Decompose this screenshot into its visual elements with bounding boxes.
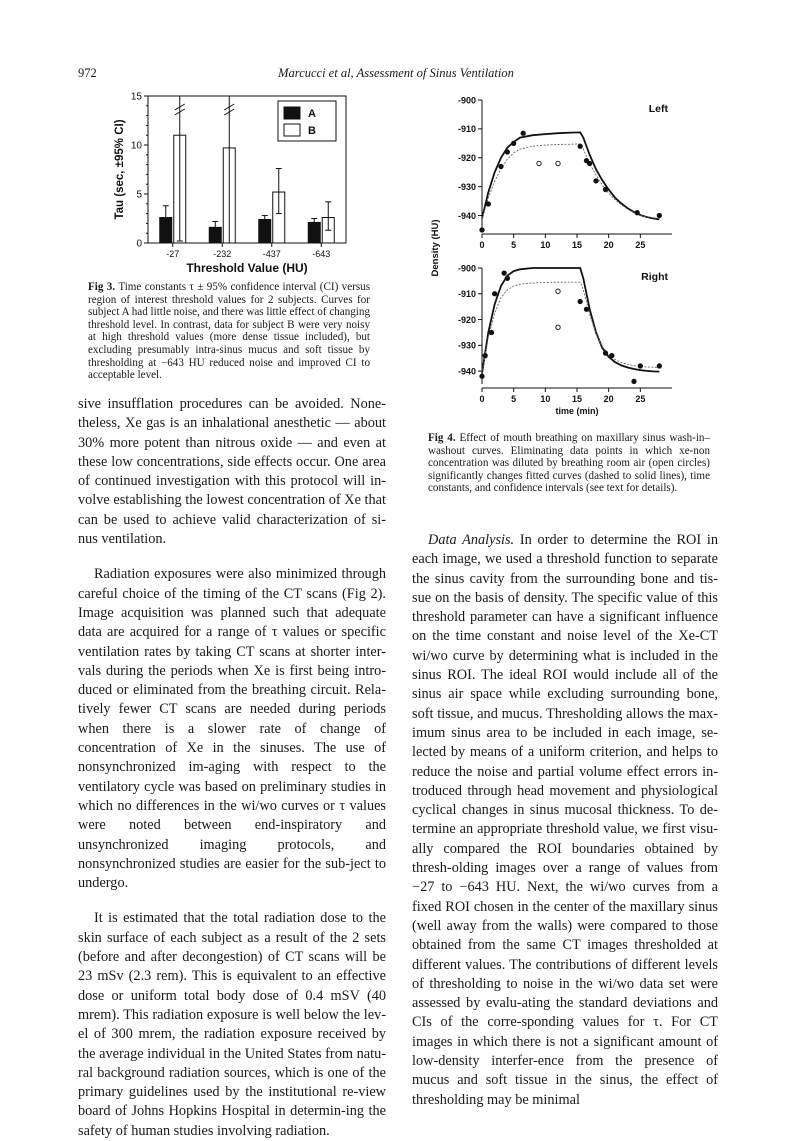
figure-4-caption-text: Effect of mouth breathing on maxillary sinus wash-in–washout curves. Eliminating data points in which xe-non concentration was diluted by breathing room air (open circles) significantly changes fitted curves (dashed to solid lines), time constants, and confidence intervals (see text for details).: [428, 432, 710, 495]
y-tick-label: 0: [136, 238, 142, 250]
y-tick-label: 10: [130, 140, 142, 152]
x-axis-label: Threshold Value (HU): [186, 261, 308, 275]
left-paragraph-1: sive insufflation procedures can be avoided. None-theless, Xe gas is an inhalational anesthetic — about 30% more potent than nitrous oxide — and even at these low concentrations, side effects occur. One area of continued investigation with this protocol will in-volve establishing the lowest concentration of Xe that can be used to achieve valid characterization of si-nus ventilation.: [78, 396, 386, 548]
right-y-tick-label: -920: [457, 314, 476, 325]
left-dashed-fit-line: [482, 144, 659, 219]
left-data-point: [486, 202, 490, 206]
x-tick-label: -437: [262, 249, 281, 259]
right-data-point: [480, 374, 484, 378]
right-y-tick-label: -940: [457, 366, 476, 377]
right-data-point: [502, 271, 506, 275]
left-y-tick-label: -910: [457, 124, 476, 135]
right-x-tick-label: 20: [603, 394, 614, 404]
figure-3-label: Fig 3.: [88, 281, 116, 293]
right-data-point: [492, 292, 496, 296]
left-x-tick-label: 25: [635, 240, 646, 250]
x-tick-label: -643: [312, 249, 331, 259]
legend-swatch-A: [284, 107, 300, 119]
left-data-point: [511, 141, 515, 145]
y-tick-label: 15: [130, 91, 142, 103]
figure-3-caption: [88, 281, 370, 382]
legend-swatch-B: [284, 124, 300, 136]
figure-4-line-charts: [424, 88, 720, 488]
figure-3-bar-chart: [100, 88, 366, 280]
left-panel-title: Left: [648, 103, 668, 115]
right-y-tick-label: -910: [457, 289, 476, 300]
right-x-tick-label: 10: [540, 394, 551, 404]
right-data-point: [489, 330, 493, 334]
left-data-point: [657, 213, 661, 217]
y-tick-label: 5: [136, 189, 142, 201]
left-y-tick-label: -930: [457, 181, 476, 192]
left-x-tick-label: 5: [511, 240, 517, 250]
page-number: 972: [78, 66, 97, 80]
right-excluded-point: [556, 325, 560, 329]
left-excluded-point: [537, 161, 541, 165]
right-y-tick-label: -930: [457, 340, 476, 351]
right-data-point: [657, 364, 661, 368]
left-excluded-point: [556, 161, 560, 165]
right-paragraph-1: [412, 531, 718, 1110]
x-tick-label: -27: [166, 249, 180, 259]
right-data-point: [505, 276, 509, 280]
figure-3-caption-text: Time constants τ ± 95% confidence interval (CI) versus region of interest threshold values for 2 subjects. Curves for subject A had little noise, and there was little effect of changing threshold level. In contrast, data for subject B were very noisy at high threshold values (more dense tissue included), but excluding presumably intra-sinus mucus and soft tissue by thresholding at −643 HU reduced noise and improved CI to acceptable level.: [88, 281, 371, 382]
legend-label-B: B: [308, 125, 316, 137]
left-data-point: [578, 144, 582, 148]
left-data-point: [499, 164, 503, 168]
left-y-tick-label: -940: [457, 210, 476, 221]
right-panel-title: Right: [641, 271, 668, 283]
figure-4-label: Fig 4.: [428, 432, 456, 444]
right-data-point: [610, 353, 614, 357]
right-dashed-fit-line: [482, 282, 659, 374]
right-data-point: [603, 351, 607, 355]
left-data-point: [521, 131, 525, 135]
right-x-tick-label: 25: [635, 394, 646, 404]
right-text-column: [412, 531, 718, 1110]
right-paragraph-1-text: In order to determine the ROI in each image, we used a threshold function to separate the sinus cavity from the surrounding bone and tis-sue on the basis of density. The specific value of this threshold parameter can have a significant influence on the time constant and noise level of the Xe-CT wi/wo curve by determining what is included in the sinus ROI. The ideal ROI would include all of the sinus air space while excluding surrounding bone, soft tissue, and mucus. Thresholding allows the max-imum sinus area to be included in each image, se-lected by means of a uniform criterion, and helps to reduce the noise and partial volume effect errors in-troduced through head movement and physiological cyclical changes in sinus mucosal thickness. To de-termine an appropriate threshold value, we first visu-ally compared the ROI boundaries obtained by thresh-olding images over a range of values from −27 to −643 HU. Next, the wi/wo curves from a fixed ROI chosen in the center of the maxillary sinus (well away from the walls) were compared to those obtained from the same CT images thresholded at different values. The contributions of different levels of thresholding to noise in the wi/wo data set were assessed by evalu-ating the standard deviations and CIs of the corre-sponding values for τ. For CT images in which there is not a significant amount of low-density interfer-ence from the presence of mucus and soft tissue in the sinus, the effect of thresholding may be minimal: [412, 532, 718, 1108]
left-paragraph-3: It is estimated that the total radiation dose to the skin surface of each subject as a result of the 2 sets (before and after decongestion) of CT scans will be 23 mSv (2.3 rem). This is equivalent to an effective dose or uniform total body dose of 0.4 mSV (40 mrem). This radiation exposure is well below the lev-el of 300 mrem, the radiation exposure received by the average individual in the United States from natu-ral background radiation sources, which is one of the primary guidelines used by the institutional re-view board of Johns Hopkins Hospital in determin-ing the safety of human studies involving radiation.: [78, 910, 386, 1139]
running-head: Marcucci et al, Assessment of Sinus Ventilation: [278, 66, 514, 80]
legend-label-A: A: [308, 108, 316, 120]
left-x-tick-label: 0: [479, 240, 485, 250]
left-y-tick-label: -920: [457, 153, 476, 164]
left-solid-fit-line: [482, 132, 659, 219]
left-data-point: [603, 187, 607, 191]
right-excluded-point: [556, 289, 560, 293]
right-x-tick-label: 5: [511, 394, 517, 404]
right-data-point: [483, 353, 487, 357]
y-axis-label: Density (HU): [430, 219, 441, 277]
x-tick-label: -232: [213, 249, 232, 259]
right-solid-fit-line: [482, 268, 659, 374]
left-paragraph-2: Radiation exposures were also minimized through careful choice of the timing of the CT scans (Fig 2). Image acquisition was planned such that adequate data are acquired for a range of τ values or specific ventilation rates by taking CT scans at shorter inter-vals during the periods when Xe is first being intro-duced or eliminated from the breathing circuit. Rela-tively fewer CT scans are needed during periods when there is a slower rate of change of concentration of Xe in the sinuses. The use of nonsynchronized im-aging with respect to the ventilatory cycle was based on preliminary studies in which no differences in the wi/wo curves or τ values were noted between end-inspiratory and unsynchronized imaging protocols, and nonsynchronized studies are easier for the sub-ject to undergo.: [78, 566, 386, 892]
left-x-tick-label: 15: [571, 240, 583, 250]
left-data-point: [480, 228, 484, 232]
y-axis-label: Tau (sec, ±95% CI): [114, 119, 126, 220]
data-analysis-heading: Data Analysis.: [428, 532, 515, 548]
right-data-point: [584, 307, 588, 311]
left-data-point: [587, 161, 591, 165]
left-data-point: [505, 150, 509, 154]
right-data-point: [638, 364, 642, 368]
left-text-column: [78, 395, 386, 1141]
right-data-point: [578, 299, 582, 303]
left-y-tick-label: -900: [457, 95, 476, 106]
right-x-axis-label: time (min): [555, 406, 599, 416]
right-x-tick-label: 15: [571, 394, 583, 404]
left-data-point: [594, 179, 598, 183]
left-x-tick-label: 20: [603, 240, 614, 250]
right-data-point: [632, 379, 636, 383]
bar-A: [259, 219, 271, 243]
left-data-point: [635, 210, 639, 214]
right-y-tick-label: -900: [457, 263, 476, 274]
figure-4-caption: [428, 432, 710, 495]
left-x-tick-label: 10: [540, 240, 551, 250]
right-x-tick-label: 0: [479, 394, 485, 404]
